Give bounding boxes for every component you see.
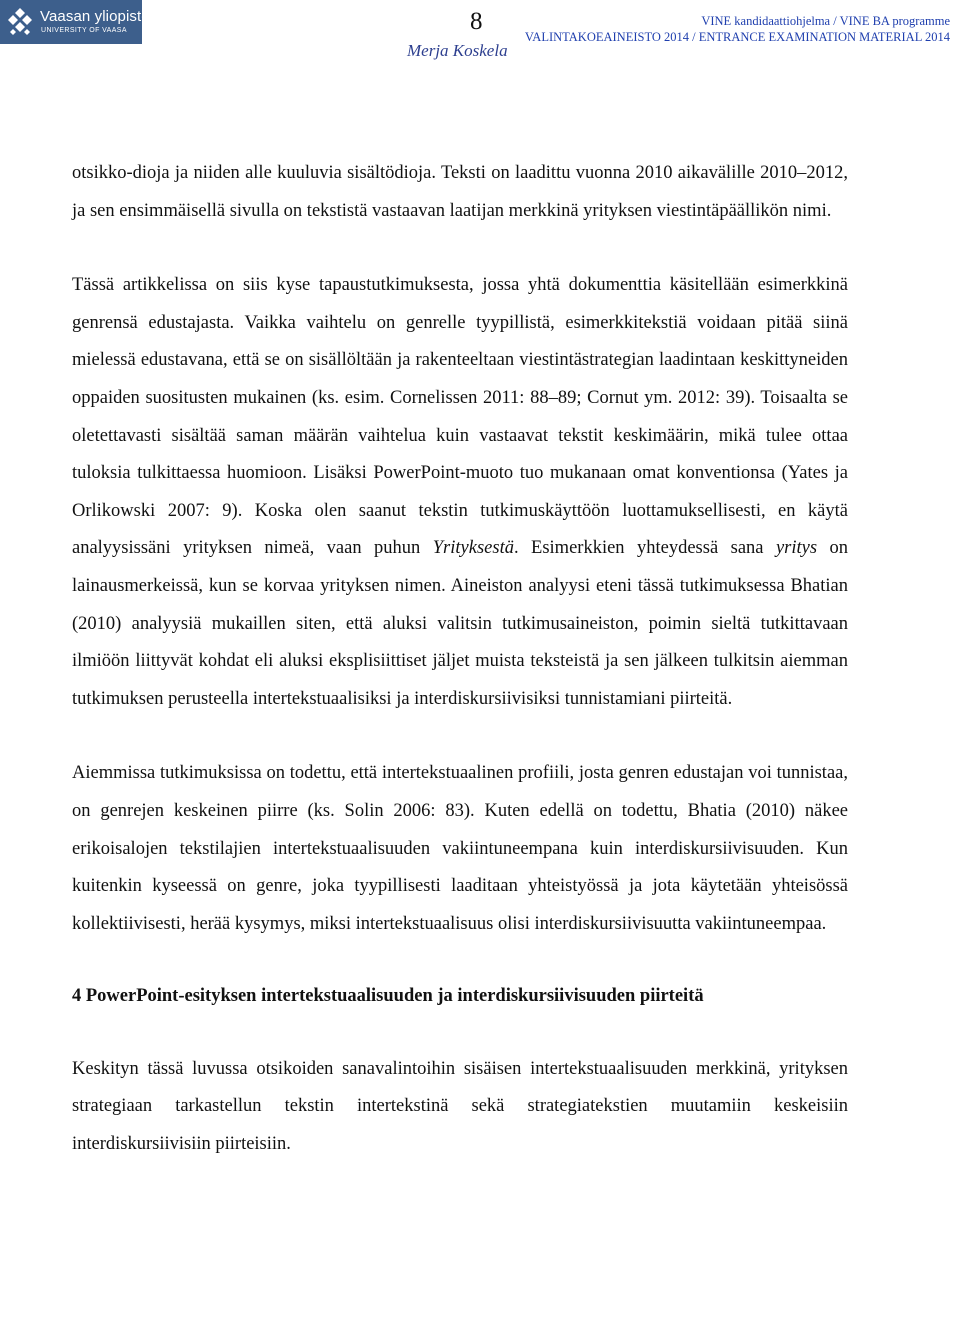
italic-term-yrityksesta: Yrityksestä xyxy=(432,538,514,559)
paragraph-2-part-3: on lainausmerkeissä, kun se korvaa yrityksen nimen. Aineiston analyysi eteni tässä tutkimuksessa Bhatian (2010) analyysiä mukaillen siten, että aluksi valitsin tutkimusaineiston, poimin sieltä tutkittavaan ilmiöön liittyvät kohdat eli aluksi eksplisiittiset jäljet muista teksteistä ja sen jälkeen tulkitsin aiemman tutkimuksen perusteella intertekstuaalisiksi ja interdiskursiivisiksi tunnistamiani piirteitä. xyxy=(72,538,849,709)
author-name: Merja Koskela xyxy=(407,41,508,60)
paragraph-1: otsikko-dioja ja niiden alle kuuluvia sisältödioja. Teksti on laadittu vuonna 2010 aikavälille 2010–2012, ja sen ensimmäisellä sivulla on tekstistä vastaavan laatijan merkkinä yrityksen viestintäpäällikön nimi. xyxy=(72,163,848,221)
programme-info xyxy=(525,13,950,45)
paragraph-3: Aiemmissa tutkimuksissa on todettu, että intertekstuaalinen profiili, josta genren edustajan voi tunnistaa, on genrejen keskeinen piirre (ks. Solin 2006: 83). Kuten edellä on todettu, Bhatia (2010) näkee erikoisalojen tekstilajien intertekstuaalisuuden vakiintuneempana kuin interdiskursiivisuuden. Kun kuitenkin kyseessä on genre, joka tyypillisesti laaditaan yhteistyössä ja jota käytetään yhteisössä kollektiivisesti, herää kysymys, miksi intertekstuaalisuus olisi interdiskursiivisuutta vakiintuneempaa. xyxy=(72,763,848,934)
document-body xyxy=(72,155,848,1164)
programme-line-1: VINE kandidaattiohjelma / VINE BA programme xyxy=(701,14,950,28)
page-header xyxy=(0,0,960,70)
programme-line-2: VALINTAKOEAINEISTO 2014 / ENTRANCE EXAMINATION MATERIAL 2014 xyxy=(524,30,950,44)
italic-term-yritys: yritys xyxy=(775,538,818,559)
university-emblem-icon xyxy=(4,6,36,38)
paragraph-2-part-1: Tässä artikkelissa on siis kyse tapaustutkimuksesta, jossa yhtä dokumenttia käsitellään esimerkkinä genrensä edustajasta. Vaikka vaihtelu on genrelle tyypillistä, esimerkkitekstiä voidaan pitää siinä mielessä edustavana, että se on sisällöltään ja rakenteeltaan viestintästrategian laadintaan keskittyneiden oppaiden suositusten mukainen (ks. esim. Cornelissen 2011: 88–89; Cornut ym. 2012: 39). Toisaalta se oletettavasti sisältää saman määrän vaihtelua kuin vastaavat tekstit keskimäärin, mikä tulee ottaa tuloksia tulkittaessa huomioon. Lisäksi PowerPoint-muoto tuo mukanaan omat konventionsa (Yates ja Orlikowski 2007: 9). Koska olen saanut tekstin tutkimuskäyttöön luottamuksellisesti, en käytä analyysissäni yrityksen nimeä, vaan puhun xyxy=(72,275,848,559)
paragraph-2 xyxy=(72,267,848,718)
university-name: Vaasan yliopisto xyxy=(40,8,150,25)
paragraph-4: Keskityn tässä luvussa otsikoiden sanavalintoihin sisäisen intertekstuaalisuuden merkkinä, yrityksen strategiaan tarkastellun tekstin intertekstinä sekä strategiatekstien muutamiin keskeisiin interdiskursiivisiin piirteisiin. xyxy=(72,1058,848,1155)
university-logo xyxy=(0,0,150,44)
section-heading: 4 PowerPoint-esityksen intertekstuaalisuuden ja interdiskursiivisuuden piirteitä xyxy=(72,986,704,1007)
page-number: 8 xyxy=(470,8,483,35)
paragraph-2-part-2: . Esimerkkien yhteydessä sana xyxy=(513,538,776,559)
university-subtitle: UNIVERSITY OF VAASA xyxy=(41,27,127,34)
